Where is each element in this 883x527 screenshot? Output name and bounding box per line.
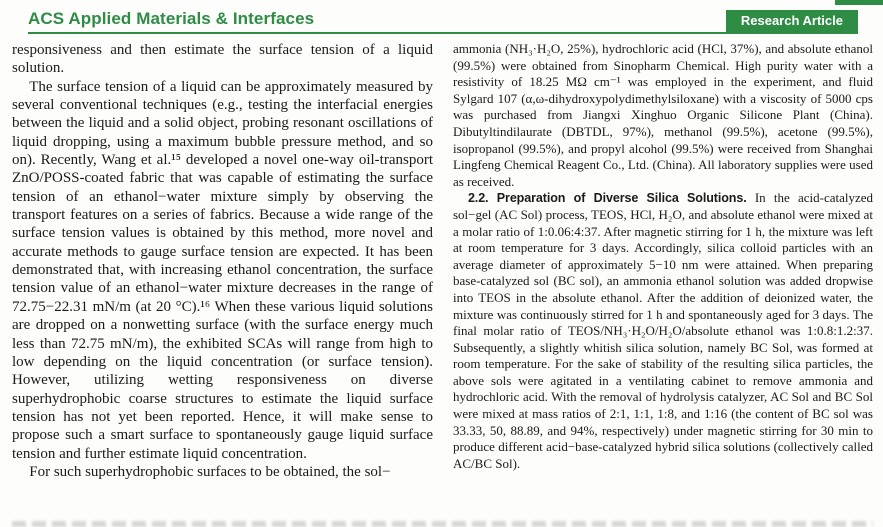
paragraph-solgel-lead: For such superhydrophobic surfaces to be obtained, the sol− [29, 463, 391, 480]
right-column [453, 41, 873, 472]
research-article-badge: Research Article [726, 10, 858, 32]
paragraph-surface-tension-methods: The surface tension of a liquid can be approximately measured by several conventional techniques (e.g., testing the interfacial energies between the liquid and a solid object, probing resonant oscillations of liquid dropping, using a maximum bubble pressure method, and so on). Recently, Wang et al.¹⁵ developed a novel one-way oil-transport ZnO/POSS-coated fabric that was capable of estimating the surface tension of an ethanol−water mixture simply by observing the transport features on a series of fabrics. Because a wide range of the surface tension values is obtained by this method, more novel and accurate methods to gauge surface tension are expected. It has been demonstrated that, with increasing ethanol concentration, the surface tension value of an ethanol−water mixture decreases in the range of 72.75−22.31 mN/m (at 20 °C).¹⁶ When these various liquid solutions are dropped on a nonwetting surface (with the surface energy much less than 72.75 mN/m), the exhibited SCAs will range from high to low depending on the liquid concentration (or surface tension). However, utilizing wetting responsiveness on diverse superhydrophobic coarse structures to estimate the liquid surface tension has not yet been reported. Hence, it will make sense to propose such a smart surface to spontaneously gauge liquid surface tension and further estimate liquid concentration. [12, 78, 433, 462]
left-column [12, 41, 433, 481]
section-heading-2-2: 2.2. Preparation of Diverse Silica Solutions. [467, 191, 747, 206]
masthead [28, 0, 858, 34]
paragraph-silica-solutions [453, 190, 873, 472]
paragraph-intro-continuation: responsiveness and then estimate the surface tension of a liquid solution. [12, 42, 433, 77]
section-2-2-body: In the acid-catalyzed sol−gel (AC Sol) process, TEOS, HCl, H₂O, and absolute ethanol were mixed at a molar ratio of 1:0.06:4:37. After magnetic stirring for 1 h, the mixture was left at room temperature for 3 days. Accordingly, silica colloid particles with an average diameter of approximately 5−10 nm were attained. When preparing base-catalyzed sol (BC sol), an ammonia ethanol solution was added dropwise into TEOS in the absolute ethanol. After the addition of deionized water, the mixture was continuously stirred for 1 h and spontaneously aged for 3 days. The final molar ratio of TEOS/NH₃·H₂O/H₂O/absolute ethanol was 1:0.8:1.2:37. Subsequently, a slightly whitish silica solution, namely BC Sol, was formed at room temperature. For the sake of stability of the resulting silica particles, the above sols were agitated in a ventilating cabinet to remove ammonia and hydrochloric acid. With the removal of hydrolysis catalyzer, AC Sol and BC Sol were mixed at mass ratios of 2:1, 1:1, 1:8, and 1:16 (the content of BC sol was 33.33, 50, 88.89, and 94%, respectively) under magnetic stirring for 30 min to produce different acid−base-catalyzed hybrid silica solutions (collectively called AC/BC Sol). [453, 190, 874, 471]
paragraph-materials-continuation: ammonia (NH₃·H₂O, 25%), hydrochloric acid (HCl, 37%), and absolute ethanol (99.5%) were obtained from Sinopharm Chemical. High purity water with a resistivity of 18.25 MΩ cm⁻¹ was employed in the experiment, and fluid Sylgard 107 (α,ω-dihydroxypolydimethylsiloxane) with a viscosity of 5000 cps was purchased from Jiangxi Xinghuo Organic Silicone Plant (China). Dibutyltindilaurate (DBTDL, 97%), methanol (99.5%), acetone (99.5%), isopropanol (99.5%), and propyl alcohol (99.5%) were received from Shanghai Lingfeng Chemical Reagent Co., Ltd. (China). All laboratory supplies were used as received. [453, 41, 873, 189]
cropped-next-line-artifact [12, 521, 873, 527]
journal-title: ACS Applied Materials & Interfaces [28, 9, 315, 28]
